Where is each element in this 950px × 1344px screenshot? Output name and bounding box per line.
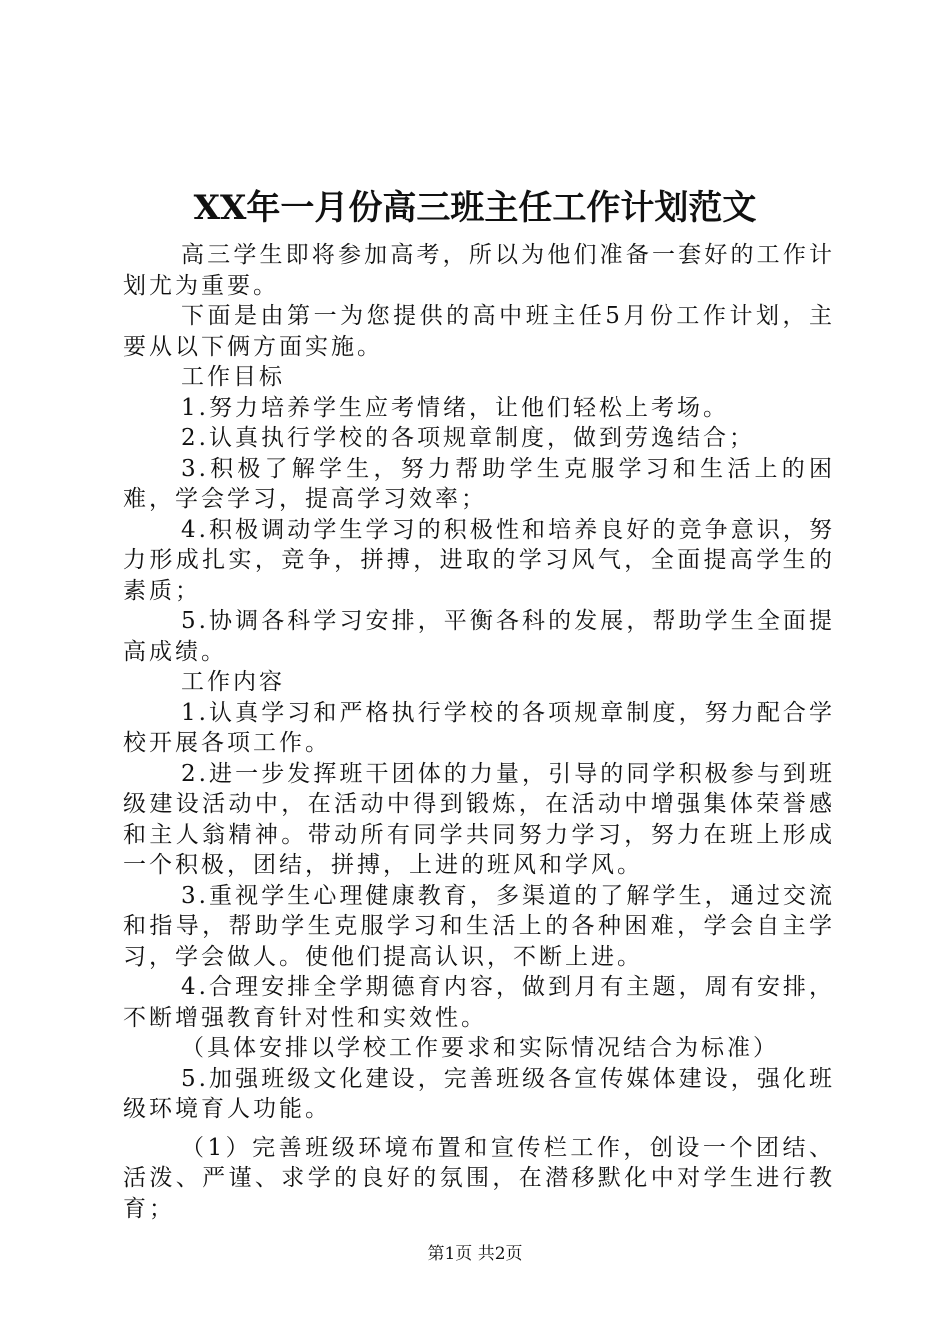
content-item-2: 2.进一步发挥班干团体的力量，引导的同学积极参与到班级建设活动中，在活动中得到锻炼，在活动中增强集体荣誉感和主人翁精神。带动所有同学共同努力学习，努力在班上形成一个积极，团结，拼搏，上进的班风和学风。 — [123, 760, 835, 878]
content-item-1: 1.认真学习和严格执行学校的各项规章制度，努力配合学校开展各项工作。 — [123, 699, 835, 756]
content-item-4: 4.合理安排全学期德育内容，做到月有主题，周有安排，不断增强教育针对性和实效性。 — [123, 974, 835, 1031]
document-title: XX年一月份高三班主任工作计划范文 — [193, 188, 757, 228]
document-body — [123, 240, 835, 1224]
goal-item-4: 4.积极调动学生学习的积极性和培养良好的竞争意识，努力形成扎实，竞争，拼搏，进取的学习风气，全面提高学生的素质； — [123, 516, 835, 604]
content-item-3: 3.重视学生心理健康教育，多渠道的了解学生，通过交流和指导，帮助学生克服学习和生活上的各种困难，学会自主学习，学会做人。使他们提高认识，不断上进。 — [123, 882, 835, 970]
goal-item-5: 5.协调各科学习安排，平衡各科的发展，帮助学生全面提高成绩。 — [123, 608, 835, 665]
goal-item-1: 1.努力培养学生应考情绪，让他们轻松上考场。 — [181, 394, 729, 421]
section-heading-goals: 工作目标 — [181, 364, 285, 390]
section-heading-content: 工作内容 — [181, 669, 285, 695]
page-footer: 第1页 共2页 — [427, 1244, 523, 1264]
content-note: （具体安排以学校工作要求和实际情况结合为标准） — [181, 1035, 779, 1061]
goal-item-3: 3.积极了解学生，努力帮助学生克服学习和生活上的困难，学会学习，提高学习效率； — [123, 455, 835, 512]
goal-item-2: 2.认真执行学校的各项规章制度，做到劳逸结合； — [181, 425, 755, 451]
paragraph-intro: 高三学生即将参加高考，所以为他们准备一套好的工作计划尤为重要。 — [123, 242, 835, 299]
content-item-5: 5.加强班级文化建设，完善班级各宣传媒体建设，强化班级环境育人功能。 — [123, 1065, 835, 1122]
content-sub-item-1: （1）完善班级环境布置和宣传栏工作，创设一个团结、活泼、严谨、求学的良好的氛围，在潜移默化中对学生进行教育； — [123, 1134, 835, 1222]
paragraph-overview: 下面是由第一为您提供的高中班主任5月份工作计划，主要从以下俩方面实施。 — [123, 303, 835, 360]
